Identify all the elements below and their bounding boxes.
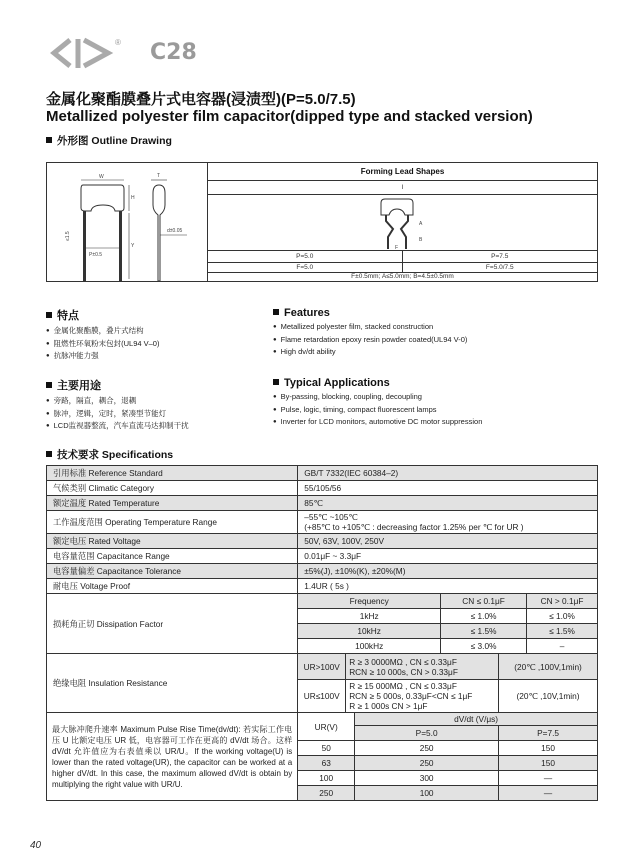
table-row: 电容量偏差 Capacitance Tolerance ±5%(J), ±10%(K), ±20%(M): [47, 564, 598, 579]
applications-en: Typical Applications ● By-passing, blocking, coupling, decoupling ● Pulse, logic, timing, compact fluorescent lamps ● Inverter for LCD monitors, automotive DC motor suppression: [273, 377, 482, 429]
features-en: Features ● Metallized polyester film, stacked construction ● Flame retardation epoxy resin powder coated(UL94 V-0) ● High dv/dt ability: [273, 307, 467, 359]
title-english: Metallized polyester film capacitor(dipped type and stacked version): [46, 108, 533, 125]
dvdt-row: 63 250 150: [47, 756, 598, 771]
label-lead: ≤1.5: [65, 231, 71, 241]
forming-shape-drawing: [208, 195, 597, 251]
label-p: P±0.5: [89, 252, 103, 258]
label-a: A: [418, 221, 422, 227]
forming-type: I: [208, 181, 597, 195]
forming-p-7-5: P=7.5: [491, 253, 509, 260]
forming-f-5: F=5.0: [208, 263, 403, 272]
table-row: 耐电压 Voltage Proof 1.4UR ( 5s ): [47, 579, 598, 594]
label-w: W: [99, 174, 104, 180]
table-row: 额定电压 Rated Voltage 50V, 63V, 100V, 250V: [47, 534, 598, 549]
capacitor-dimension-drawing: [47, 163, 208, 281]
forming-f-7-5: F=5.0/7.5: [485, 264, 514, 271]
df-row: 1kHz ≤ 1.0% ≤ 1.0%: [47, 609, 598, 624]
df-row: 100kHz ≤ 3.0% –: [47, 639, 598, 654]
df-row: 10kHz ≤ 1.5% ≤ 1.5%: [47, 624, 598, 639]
table-row: 引用标准 Reference Standard GB/T 7332(IEC 60384–2): [47, 466, 598, 481]
label-y: Y: [131, 243, 135, 249]
label-h: H: [131, 195, 135, 201]
label-t: T: [157, 173, 161, 179]
outline-heading: 外形图 Outline Drawing: [46, 133, 172, 148]
dvdt-row: 50 250 150: [47, 741, 598, 756]
df-header-row: 损耗角正切 Dissipation Factor Frequency CN ≤ 0.1μF CN > 0.1μF: [47, 594, 598, 609]
table-row: 电容量范围 Capacitance Range 0.01μF ~ 3.3μF: [47, 549, 598, 564]
label-b: B: [418, 237, 422, 243]
title-chinese: 金属化聚酯膜叠片式电容器(浸渍型)(P=5.0/7.5): [46, 91, 356, 108]
specifications-table: 引用标准 Reference Standard GB/T 7332(IEC 60384–2) 气候类别 Climatic Category 55/105/56 额定温度 Rated Temperature 85℃ 工作温度范围 Operating Temperature Range –55℃ ~105℃ (+85℃ to +105℃ : decreasing factor 1.25% per ℃ for UR ) 额定电压 Rated Voltage 50V, 63V, 100V, 250V 电容量范围 Capacitance Range 0.01μF ~ 3.3μF 电容量偏差 Capacitance Tolerance ±5%(J), ±10%(K), ±20%(M) 耐电压 Voltage Proof 1.4UR ( 5s ) 损耗角正切 Dissipation Factor Frequency CN ≤ 0.1μF CN > 0.1μF 1kHz ≤ 1.0% ≤ 1.0% 10kHz ≤ 1.5% ≤ 1.5% 100kHz ≤ 3.0% – 绝缘电阻 Insulation Resistance UR>100V R ≥ 3 0000MΩ , CN ≤ 0.33μF RCN ≥ 10 000s, CN > 0.33μF (20℃ ,100V,1min) UR≤100V R ≥ 15 000MΩ , CN ≤ 0.33μF RCN ≥ 5 000s, 0.33μF<CN ≤ 1μF R ≥ 1 000s CN > 1μF (20℃ ,10V,1min) 最大脉冲爬升速率 Maximum Pulse Rise Time(dv/dt): 若实际工作电压 U 比额定电压 UR 低，电容器可工作在更高的 dV/dt 场合。这样 dV/dt 允许值应为右表值乘以 UR/U。If the working voltage(U) is lower than the rated voltage(UR), the capacitor can be worked at a higher dV/dt. In this case, the maximum allowed dV/dt is obtain by multiplying the right value with UR/U. UR(V) dV/dt (V/μs) P=5.0 P=7.5 50 250 150 63 250 150 100 300 — 250 100 —: [46, 465, 598, 801]
outline-drawing: [46, 162, 598, 282]
forming-lead-shapes: [208, 163, 597, 281]
forming-p-5: P=5.0: [208, 251, 403, 262]
forming-title: Forming Lead Shapes: [208, 163, 597, 181]
dvdt-row: 100 300 —: [47, 771, 598, 786]
specs-heading: 技术要求 Specifications: [46, 447, 173, 462]
table-row: 额定温度 Rated Temperature 85℃: [47, 496, 598, 511]
dvdt-header-row: 最大脉冲爬升速率 Maximum Pulse Rise Time(dv/dt): 若实际工作电压 U 比额定电压 UR 低，电容器可工作在更高的 dV/dt 场合。这样 dV/dt 允许值应为右表值乘以 UR/U。If the working voltage(U) is lower than the rated voltage(UR), the capacitor can be worked at a higher dV/dt. In this case, the maximum allowed dV/dt is obtain by multiplying the right value with UR/U. UR(V) dV/dt (V/μs): [47, 713, 598, 726]
dvdt-row: 250 100 —: [47, 786, 598, 801]
table-row: 气候类别 Climatic Category 55/105/56: [47, 481, 598, 496]
table-row: 工作温度范围 Operating Temperature Range –55℃ ~105℃ (+85℃ to +105℃ : decreasing factor 1.25% per ℃ for UR ): [47, 511, 598, 534]
ir-row: 绝缘电阻 Insulation Resistance UR>100V R ≥ 3 0000MΩ , CN ≤ 0.33μF RCN ≥ 10 000s, CN > 0.33μF (20℃ ,100V,1min): [47, 654, 598, 680]
label-d: d±0.05: [167, 228, 183, 234]
applications-cn: 主要用途 ● 旁路，隔直，耦合，退耦 ● 脉冲，逻辑，定时，紧凑型节能灯 ● LCD监视器整流，汽车直流马达抑制干扰: [46, 377, 189, 433]
model-number: C28: [150, 40, 197, 65]
features-cn: 特点 ● 金属化聚酯膜，叠片式结构 ● 阻燃性环氧粉末包封(UL94 V–0) ● 抗脉冲能力强: [46, 307, 159, 363]
page-number: 40: [30, 840, 42, 851]
company-logo: [48, 36, 128, 75]
label-f: F: [394, 245, 398, 250]
forming-note: F±0.5mm; A≤5.0mm; B=4.5±0.5mm: [351, 273, 454, 280]
ir-row: UR≤100V R ≥ 15 000MΩ , CN ≤ 0.33μF RCN ≥ 5 000s, 0.33μF<CN ≤ 1μF R ≥ 1 000s CN > 1μF (20℃ ,10V,1min): [47, 680, 598, 713]
registered-mark: ®: [115, 38, 121, 47]
